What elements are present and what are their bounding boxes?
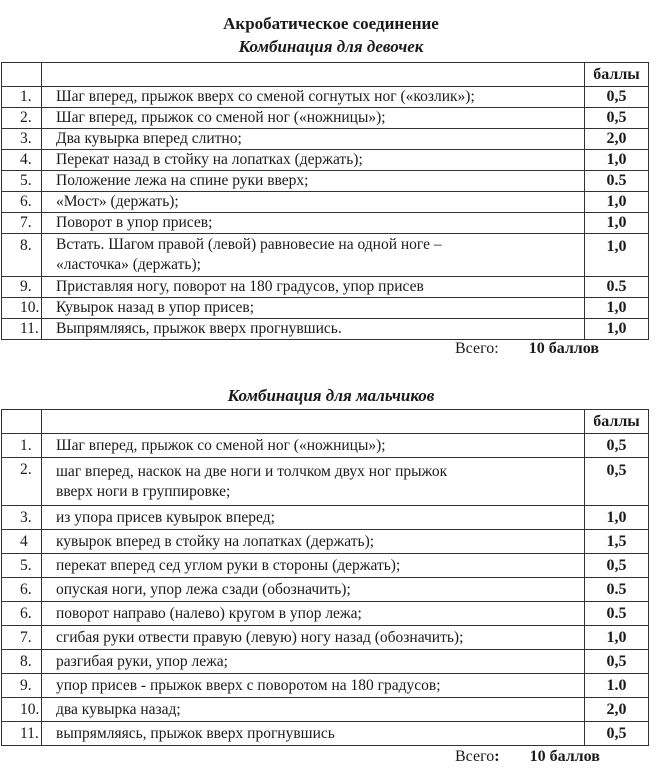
row-number: 8. <box>2 650 42 674</box>
girls-table <box>1 62 649 340</box>
row-points: 0.5 <box>585 578 649 602</box>
row-description-line: шаг вперед, наскок на две ноги и толчком двух ног прыжок <box>56 462 448 480</box>
points-header: баллы <box>585 410 649 434</box>
row-number: 2. <box>2 458 42 506</box>
table-row <box>2 698 649 722</box>
row-description: поворот направо (налево) кругом в упор лежа; <box>42 602 585 626</box>
row-number: 10. <box>2 298 42 319</box>
table-row <box>2 298 649 319</box>
row-description: Положение лежа на спине руки вверх; <box>42 171 585 192</box>
row-points: 0,5 <box>585 108 649 129</box>
table-row <box>2 578 649 602</box>
row-points: 1.0 <box>585 674 649 698</box>
table-row <box>2 319 649 340</box>
table-row <box>2 434 649 458</box>
table-row <box>2 530 649 554</box>
boys-total-label: Всего <box>455 748 495 765</box>
row-description: перекат вперед сед углом руки в стороны (держать); <box>42 554 585 578</box>
table-row <box>2 234 649 277</box>
row-number: 3. <box>2 506 42 530</box>
row-points: 0,5 <box>585 650 649 674</box>
row-points: 0.5 <box>585 602 649 626</box>
row-description: упор присев - прыжок вверх с поворотом на 180 градусов; <box>42 674 585 698</box>
table-row <box>2 171 649 192</box>
table-row <box>2 129 649 150</box>
row-number: 4. <box>2 150 42 171</box>
table-row <box>2 626 649 650</box>
table-row <box>2 506 649 530</box>
row-points: 0,5 <box>585 434 649 458</box>
row-number: 6. <box>2 578 42 602</box>
row-points: 1,0 <box>585 626 649 650</box>
row-description: Два кувырка вперед слитно; <box>42 129 585 150</box>
row-description: сгибая руки отвести правую (левую) ногу назад (обозначить); <box>42 626 585 650</box>
row-points: 0.5 <box>585 277 649 298</box>
table-header-row <box>2 410 649 434</box>
table-row <box>2 277 649 298</box>
table-row <box>2 108 649 129</box>
row-points: 1,0 <box>585 213 649 234</box>
row-number: 10. <box>2 698 42 722</box>
table-row <box>2 458 649 506</box>
row-points: 1,0 <box>585 150 649 171</box>
row-points: 2,0 <box>585 129 649 150</box>
table-row <box>2 213 649 234</box>
table-row <box>2 674 649 698</box>
row-description <box>42 234 585 277</box>
table-row <box>2 192 649 213</box>
row-description: Поворот в упор присев; <box>42 213 585 234</box>
row-description: Шаг вперед, прыжок со сменой ног («ножницы»); <box>42 434 585 458</box>
header-num-cell <box>2 63 42 87</box>
row-number: 4 <box>2 530 42 554</box>
row-points: 1,0 <box>585 234 649 277</box>
row-description-line: «ласточка» (держать); <box>56 256 201 273</box>
row-description-line: вверх ноги в группировке; <box>56 482 231 500</box>
boys-total <box>455 747 600 767</box>
row-description: два кувырка назад; <box>42 698 585 722</box>
boys-heading: Комбинация для мальчиков <box>227 386 435 405</box>
table-row <box>2 602 649 626</box>
row-number: 9. <box>2 674 42 698</box>
row-description: выпрямляясь, прыжок вверх прогнувшись <box>42 722 585 746</box>
row-points: 0,5 <box>585 458 649 506</box>
row-points: 1,5 <box>585 530 649 554</box>
row-description: Приставляя ногу, поворот на 180 градусов, упор присев <box>42 277 585 298</box>
girls-heading: Комбинация для девочек <box>238 37 424 56</box>
header-text-cell <box>42 63 585 87</box>
row-description <box>42 458 585 506</box>
row-points: 1,0 <box>585 298 649 319</box>
table-row <box>2 554 649 578</box>
row-number: 6. <box>2 602 42 626</box>
row-description: опуская ноги, упор лежа сзади (обозначить); <box>42 578 585 602</box>
boys-total-colon: : <box>494 748 500 765</box>
girls-total <box>455 339 599 359</box>
row-number: 11. <box>2 319 42 340</box>
row-points: 0,5 <box>585 87 649 108</box>
row-description: Кувырок назад в упор присев; <box>42 298 585 319</box>
row-number: 2. <box>2 108 42 129</box>
header-num-cell <box>2 410 42 434</box>
row-number: 1. <box>2 434 42 458</box>
row-points: 1,0 <box>585 192 649 213</box>
header-text-cell <box>42 410 585 434</box>
row-description: кувырок вперед в стойку на лопатках (держать); <box>42 530 585 554</box>
row-number: 7. <box>2 213 42 234</box>
row-number: 5. <box>2 554 42 578</box>
row-points: 1,0 <box>585 319 649 340</box>
row-description: Выпрямляясь, прыжок вверх прогнувшись. <box>42 319 585 340</box>
row-description: из упора присев кувырок вперед; <box>42 506 585 530</box>
row-points: 1,0 <box>585 506 649 530</box>
row-number: 3. <box>2 129 42 150</box>
row-description: Шаг вперед, прыжок со сменой ног («ножницы»); <box>42 108 585 129</box>
row-points: 0,5 <box>585 722 649 746</box>
table-header-row <box>2 63 649 87</box>
table-row <box>2 722 649 746</box>
boys-total-value: 10 баллов <box>529 748 600 765</box>
table-row <box>2 650 649 674</box>
points-header: баллы <box>585 63 649 87</box>
row-description-line: Встать. Шагом правой (левой) равновесие на одной ноге – <box>56 236 442 253</box>
row-description: «Мост» (держать); <box>42 192 585 213</box>
table-row <box>2 87 649 108</box>
row-number: 5. <box>2 171 42 192</box>
row-number: 8. <box>2 234 42 277</box>
row-points: 0,5 <box>585 554 649 578</box>
document-title: Акробатическое соединение <box>223 14 439 33</box>
row-number: 1. <box>2 87 42 108</box>
girls-total-label: Всего: <box>455 340 499 357</box>
row-points: 2,0 <box>585 698 649 722</box>
row-number: 11. <box>2 722 42 746</box>
boys-table <box>1 409 649 746</box>
row-description: Шаг вперед, прыжок вверх со сменой согнутых ног («козлик»); <box>42 87 585 108</box>
table-row <box>2 150 649 171</box>
row-number: 6. <box>2 192 42 213</box>
girls-total-value: 10 баллов <box>528 340 600 357</box>
row-description: разгибая руки, упор лежа; <box>42 650 585 674</box>
row-points: 0.5 <box>585 171 649 192</box>
row-description: Перекат назад в стойку на лопатках (держать); <box>42 150 585 171</box>
row-number: 9. <box>2 277 42 298</box>
row-number: 7. <box>2 626 42 650</box>
